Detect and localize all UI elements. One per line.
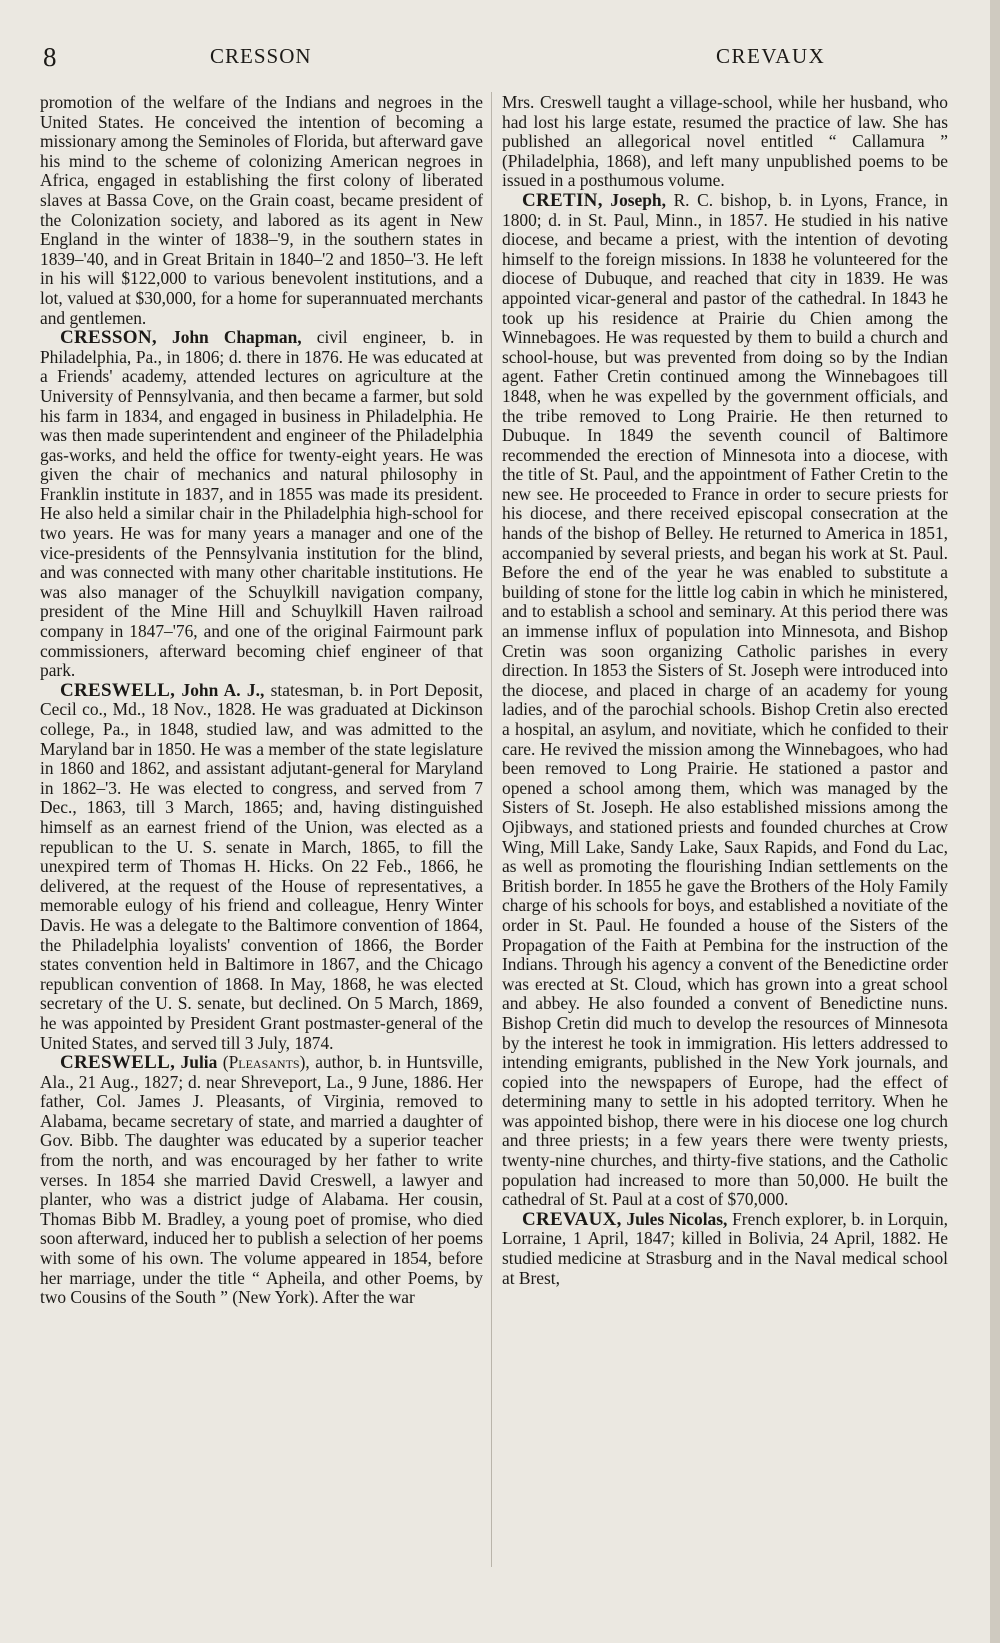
page-edge-shadow: [990, 0, 1000, 1643]
running-head-left: CRESSON: [210, 44, 312, 68]
entry-body: civil engineer, b. in Philadelphia, Pa., in 1806; d. there in 1876. He was educated at a Friends' academy, attended lectures on agriculture at the University of Pennsylvania, and then became a farmer, but sold his farm in 1834, and engaged in business in Philadelphia. He was then made superintendent and engineer of the Philadelphia gas-works, and held the office for twenty-eight years. He was given the chair of mechanics and natural philosophy in Franklin institute in 1837, and in 1855 was made its president. He also held a similar chair in the Philadelphia high-school for two years. He was for many years a manager and one of the vice-presidents of the Pennsylvania institution for the blind, and was connected with many other charitable institutions. He was also manager of the Schuylkill navigation company, president of the Mine Hill and Schuylkill Haven railroad company in 1847–'76, and one of the original Fairmount park commissioners, afterward becoming chief engineer of that park.: [40, 327, 483, 681]
entry-body: R. C. bishop, b. in Lyons, France, in 1800; d. in St. Paul, Minn., in 1857. He studied in his native diocese, and became a priest, with the intention of devoting himself to the foreign missions. In 1838 he volunteered for the diocese of Dubuque, and reached that city in 1839. He was appointed vicar-general and pastor of the cathedral. In 1843 he took up his residence at Prairie du Chien among the Winnebagoes. He was requested by them to build a church and school-house, but was prevented from doing so by the Indian agent. Father Cretin continued among the Winnebagoes till 1848, when he was expelled by the government officials, and the tribe removed to Long Prairie. He then returned to Dubuque. In 1849 the seventh council of Baltimore recommended the erection of Minnesota into a diocese, with the title of St. Paul, and the appointment of Father Cretin to the new see. He proceeded to France in order to secure priests for his diocese, and there received episcopal consecration at the hands of the bishop of Belley. He returned to America in 1851, accompanied by several priests, and began his work at St. Paul. Before the end of the year he was enabled to substitute a building of stone for the little log cabin in which he ministered, and to establish a school and seminary. At this period there was an immense influx of population into Minnesota, and Bishop Cretin was soon organizing Catholic parishes in every direction. In 1853 the Sisters of St. Joseph were introduced into the diocese, and placed in charge of an academy for young ladies, and of the parochial schools. Bishop Cretin also erected a hospital, an asylum, and novitiate, which he confided to their care. He revived the mission among the Winnebagoes, who had been removed to Long Prairie. He stationed a pastor and opened a school among them, which was managed by the Sisters of St. Joseph. He also established missions among the Ojibways, and stationed priests and founded churches at Crow Wing, Mill Lake, Sandy Lake, Saux Rapids, and Fond du Lac, as well as promoting the flourishing Indian settlements on the British border. In 1855 he gave the Brothers of the Holy Family charge of his schools for boys, and established a novitiate of the order in St. Paul. He founded a house of the Sisters of the Propagation of the Faith at Pembina for the instruction of the Indians. Through his agency a convent of the Benedictine order was erected at St. Cloud, which has grown into a great school and abbey. He also founded a convent of Benedictine nuns. Bishop Cretin did much to develop the resources of Minnesota by the interest he took in immigration. His letters addressed to intending emigrants, published in the New York journals, and copied into the newspapers of Europe, had the effect of determining many to settle in his adopted territory. When he was appointed bishop, there were in his diocese one log church and three priests; in a few years there were twenty priests, twenty-nine churches, and thirty-five stations, and the Catholic population had increased to more than 50,000. He built the cathedral of St. Paul at a cost of $70,000.: [502, 189, 948, 1210]
right-column: [502, 93, 948, 1288]
running-head-right: CREVAUX: [716, 44, 826, 68]
entry-body: French explorer, b. in Lorquin, Lorraine, 1 April, 1847; killed in Bolivia, 24 April, 1882. He studied medicine at Strasburg and in the Naval medical school at Brest,: [502, 1208, 948, 1288]
page-header: [40, 38, 960, 78]
entry-surname: CRESWELL,: [60, 679, 176, 701]
column-rule: [491, 92, 492, 1567]
left-column: [40, 93, 483, 1308]
biography-entry: [40, 681, 483, 1053]
entry-given-name: Joseph,: [610, 189, 666, 210]
entry-surname: CRETIN,: [522, 189, 603, 211]
entry-body: author, b. in Huntsville, Ala., 21 Aug., 1827; d. near Shreveport, La., 9 June, 1886. Her father, Col. James J. Pleasants, of Virginia, removed to Alabama, became secretary of state, and married a daughter of Gov. Bibb. The daughter was educated by a superior teacher from the north, and was encouraged by her father to write verses. In 1854 she married David Creswell, a lawyer and planter, who was a district judge of Alabama. Her cousin, Thomas Bibb M. Bradley, a young poet of promise, who died soon afterward, induced her to publish a selection of her poems with some of his own. The volume appeared in 1854, before her marriage, under the title “ Apheila, and other Poems, by two Cousins of the South ” (New York). After the war: [40, 1052, 483, 1308]
entry-surname: CRESWELL,: [60, 1052, 176, 1074]
biography-entry: [40, 328, 483, 681]
biography-entry: [502, 191, 948, 1210]
page-number: 8: [43, 42, 57, 72]
entry-given-name: John A. J.,: [181, 679, 265, 700]
continued-paragraph: promotion of the welfare of the Indians and negroes in the United States. He conceived the intention of becoming a missionary among the Seminoles of Florida, but afterward gave his mind to the scheme of colonizing American negroes in Africa, engaged in establishing the first colony of liberated slaves at Bassa Cove, on the Grain coast, became president of the Colonization society, and labored as its agent in New England in the winter of 1838–'9, in the southern states in 1839–'40, and in Great Britain in 1840–'2 and 1850–'3. He left in his will $122,000 to various benevolent institutions, and a lot, valued at $30,000, for a home for superannuated merchants and gentlemen.: [40, 92, 483, 328]
biography-entry: [502, 1210, 948, 1288]
entry-given-name: Jules Nicolas,: [626, 1208, 728, 1229]
entry-given-name: John Chapman,: [172, 327, 302, 348]
biography-entry: [40, 1053, 483, 1308]
continued-paragraph: Mrs. Creswell taught a village-school, while her husband, who had lost his large estate, resumed the practice of law. She has published an allegorical novel entitled “ Callamura ” (Philadelphia, 1868), and left many unpublished poems to be issued in a posthumous volume.: [502, 92, 948, 191]
entry-surname: CREVAUX,: [522, 1208, 622, 1230]
entry-maiden-name: (Pleasants),: [222, 1052, 310, 1073]
entry-surname: CRESSON,: [60, 327, 157, 349]
entry-given-name: Julia: [180, 1052, 218, 1073]
entry-body: statesman, b. in Port Deposit, Cecil co., Md., 18 Nov., 1828. He was graduated at Dickinson college, Pa., in 1848, studied law, and was admitted to the Maryland bar in 1850. He was a member of the state legislature in 1860 and 1862, and assistant adjutant-general for Maryland in 1862–'3. He was elected to congress, and served from 7 Dec., 1863, till 3 March, 1865; and, having distinguished himself as an earnest friend of the Union, was elected as a republican to the U. S. senate in March, 1865, to fill the unexpired term of Thomas H. Hicks. On 22 Feb., 1866, he delivered, at the request of the House of representatives, a memorable eulogy of his friend and colleague, Henry Winter Davis. He was a delegate to the Baltimore convention of 1864, the Philadelphia loyalists' convention of 1866, the Border states convention held in Baltimore in 1867, and the Chicago republican convention of 1868. In May, 1868, he was elected secretary of the U. S. senate, but declined. On 5 March, 1869, he was appointed by President Grant postmaster-general of the United States, and served till 3 July, 1874.: [40, 679, 483, 1053]
